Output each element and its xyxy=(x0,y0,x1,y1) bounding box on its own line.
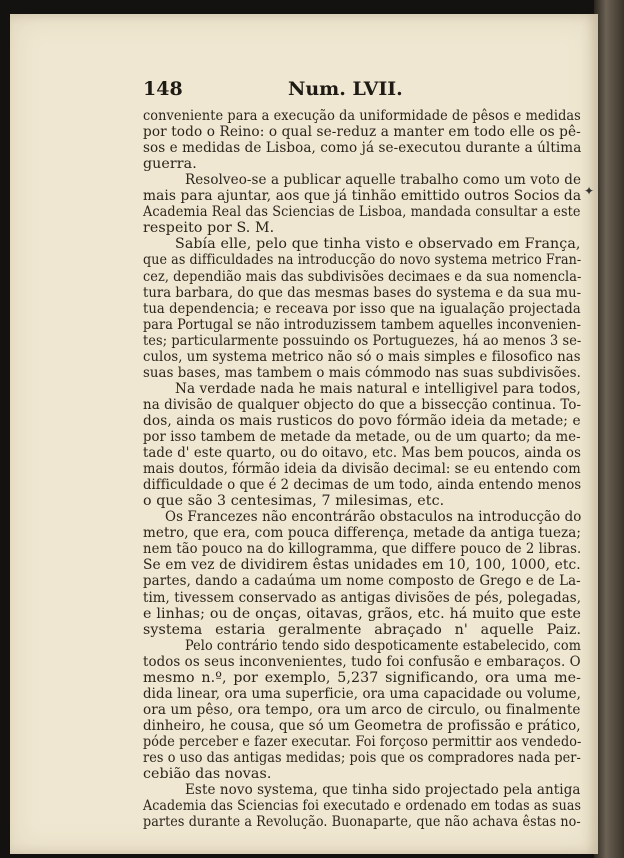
page-number: 148 xyxy=(143,78,183,100)
text-line: tura barbara, do que das mesmas bases do systema e da sua mu- xyxy=(143,284,582,301)
text-line: guerra. xyxy=(143,156,197,173)
text-line: que as difficuldades na introducção do novo systema metrico Fran- xyxy=(143,252,582,269)
text-line: dos, ainda os mais rusticos do povo fórmão ideia da metade; e xyxy=(143,412,581,429)
text-line: respeito por S. M. xyxy=(143,220,275,237)
text-line: tim, tivessem conservado as antigas divisões de pés, polegadas, xyxy=(143,589,582,606)
margin-mark-icon: ✦ xyxy=(584,184,595,198)
text-line: Os Francezes não encontrárão obstaculos na introducção do xyxy=(165,509,582,526)
text-line: tade d' este quarto, ou do oitavo, etc. Mas bem poucos, ainda os xyxy=(143,445,582,462)
text-line: partes durante a Revolução. Buonaparte, que não achava êstas no- xyxy=(143,814,581,831)
text-line: dida linear, ora uma superficie, ora uma capacidade ou volume, xyxy=(143,685,582,702)
text-line: tes; particularmente possuindo os Portuguezes, há ao menos 3 se- xyxy=(143,332,582,349)
text-line: culos, um systema metrico não só o mais simples e filosofico nas xyxy=(143,348,581,365)
text-line: res o uso das antigas medidas; pois que os compradores nada per- xyxy=(143,750,581,766)
page-header xyxy=(143,78,573,106)
text-line: Academia Real das Sciencias de Lisboa, mandada consultar a este xyxy=(143,204,581,221)
text-line: Este novo systema, que tinha sido projectado pela antiga xyxy=(185,782,581,799)
text-line: cebião das novas. xyxy=(143,766,272,783)
text-line: suas bases, mas tambem o mais cómmodo nas suas subdivisões. xyxy=(143,364,581,381)
text-line: todos os seus inconvenientes, tudo foi confusão e embaraços. O xyxy=(143,653,581,670)
book-spine-edge xyxy=(594,0,624,858)
text-line: metro, que era, com pouca differença, metade da antiga tueza; xyxy=(143,525,582,542)
text-line: póde perceber e fazer executar. Foi forçoso permittir aos vendedo- xyxy=(143,733,582,750)
text-line: cez, dependião mais das subdivisões decimaes e da sua nomencla- xyxy=(143,268,582,285)
text-line: Academia das Sciencias foi executado e ordenado em todas as suas xyxy=(143,798,582,815)
text-line: partes, dando a cadaúma um nome composto de Grego e de La- xyxy=(143,573,581,590)
text-line: conveniente para a execução da uniformidade de pêsos e medidas xyxy=(143,108,581,124)
text-line: Se em vez de dividirem êstas unidades em 10, 100, 1000, etc. xyxy=(143,557,581,574)
text-line: dinheiro, he cousa, que só um Geometra de profissão e prático, xyxy=(143,717,581,734)
text-line: o que são 3 centesimas, 7 milesimas, etc. xyxy=(143,493,445,510)
text-line: nem tão pouco na do killogramma, que differe pouco de 2 libras. xyxy=(143,541,582,558)
text-line: Sabía elle, pelo que tinha visto e observado em França, xyxy=(175,236,581,253)
text-line: Resolveo-se a publicar aquelle trabalho como um voto de xyxy=(185,172,582,189)
text-line: mais para ajuntar, aos que já tinhão emittido outros Socios da xyxy=(143,188,582,205)
text-line: tua dependencia; e receava por isso que na igualação projectada xyxy=(143,300,581,317)
text-line: mesmo n.º, por exemplo, 5,237 significando, ora uma me- xyxy=(143,669,582,686)
text-line: systema estaria geralmente abraçado n' aquelle Paiz. xyxy=(143,621,582,638)
text-line: Na verdade nada he mais natural e intelligivel para todos, xyxy=(175,380,581,397)
text-line: difficuldade o que é 2 decimas de um todo, ainda entendo menos xyxy=(143,477,582,494)
text-line: ora um pêso, ora tempo, ora um arco de circulo, ou finalmente xyxy=(143,701,581,718)
running-head: Num. LVII. xyxy=(288,78,403,100)
text-line: por isso tambem de metade da metade, ou de um quarto; da me- xyxy=(143,429,581,445)
text-line: mais doutos, fórmão ideia da divisão decimal: se eu entendo com xyxy=(143,461,581,478)
text-line: na divisão de qualquer objecto do que a bissecção continua. To- xyxy=(143,396,582,413)
text-line: para Portugal se não introduzissem tambem aquelles inconvenien- xyxy=(143,316,582,333)
text-line: e linhas; ou de onças, oitavas, grãos, etc. há muito que este xyxy=(143,605,582,622)
text-line: sos e medidas de Lisboa, como já se-executou durante a última xyxy=(143,140,582,157)
text-line: por todo o Reino: o qual se-reduz a manter em todo elle os pê- xyxy=(143,124,581,141)
text-line: Pelo contrário tendo sido despoticamente estabelecido, com xyxy=(185,637,581,654)
